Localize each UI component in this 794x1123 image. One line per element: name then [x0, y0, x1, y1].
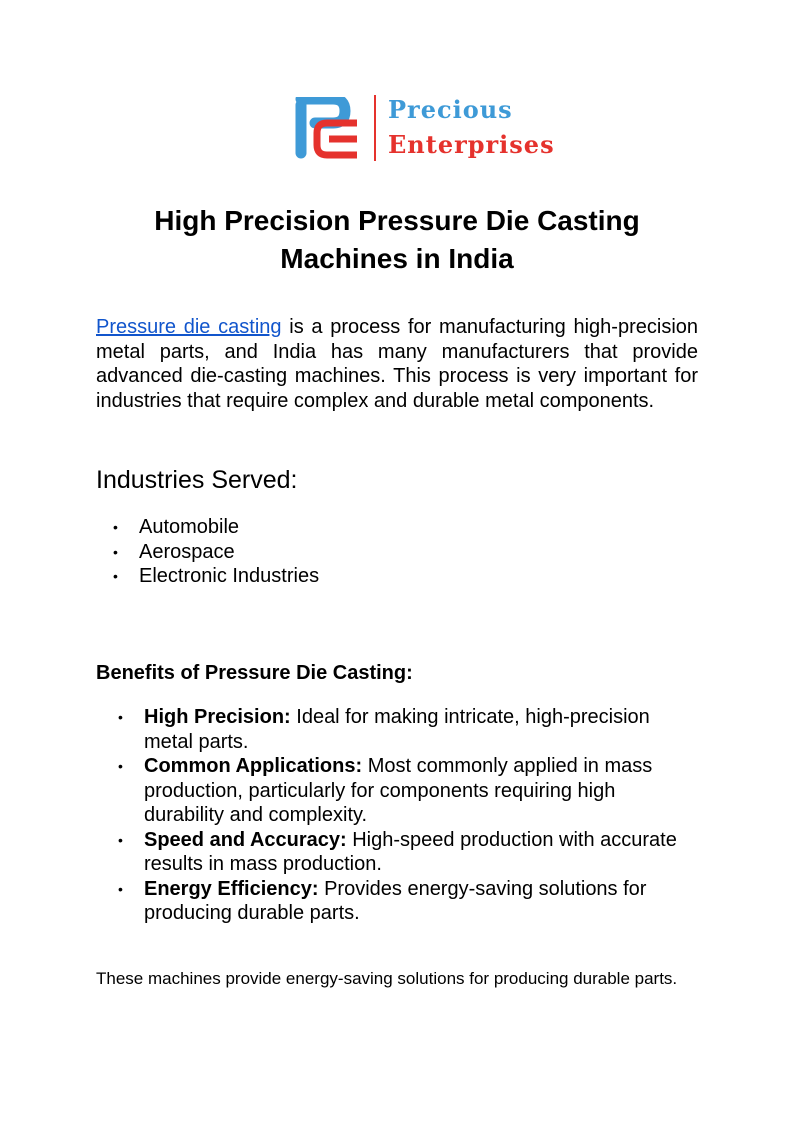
benefit-label: Common Applications: — [144, 755, 363, 777]
closing-paragraph: These machines provide energy-saving solutions for producing durable parts. — [96, 969, 678, 988]
list-item — [96, 828, 696, 877]
list-item — [96, 564, 319, 589]
benefit-text: Most commonly applied in mass production, particularly for components requiring high durability and complexity. — [144, 755, 653, 826]
bullet-icon: • — [118, 880, 123, 897]
pe-logo-mark-icon — [287, 97, 359, 159]
list-item — [96, 515, 319, 540]
logo-divider — [374, 95, 376, 161]
company-logo — [287, 95, 597, 163]
bullet-icon: • — [113, 568, 118, 584]
logo-text-enterprises: Enterprises — [388, 130, 555, 159]
benefit-label: Speed and Accuracy: — [144, 828, 347, 851]
benefit-label: High Precision: — [144, 706, 291, 728]
benefits-list — [96, 705, 696, 926]
list-item — [96, 540, 319, 565]
bullet-icon: • — [113, 543, 118, 560]
bullet-icon: • — [118, 709, 123, 725]
list-item — [96, 754, 696, 828]
industry-label: Electronic Industries — [139, 565, 320, 587]
benefits-heading: Benefits of Pressure Die Casting: — [96, 662, 413, 684]
pressure-die-casting-link[interactable]: Pressure die casting — [96, 316, 282, 338]
benefit-text: Provides energy-saving solutions for producing durable parts. — [144, 877, 647, 924]
list-item — [96, 877, 696, 926]
intro-paragraph — [96, 315, 698, 413]
industry-label: Automobile — [139, 516, 240, 538]
benefit-label: Energy Efficiency: — [144, 877, 319, 900]
intro-text: is a process for manufacturing high-precision metal parts, and India has many manufacturers that provide advanced die-casting machines. This process is very important for industries that require complex and durable metal components. — [96, 316, 699, 412]
bullet-icon: • — [118, 831, 123, 848]
page-title: High Precision Pressure Die Casting Machines in India — [154, 205, 640, 274]
list-item — [96, 705, 696, 754]
industries-heading: Industries Served: — [96, 466, 298, 494]
bullet-icon: • — [118, 758, 123, 774]
industry-label: Aerospace — [139, 540, 235, 563]
bullet-icon: • — [113, 519, 118, 535]
logo-text-precious: Precious — [388, 95, 513, 124]
benefit-text: High-speed production with accurate results in mass production. — [144, 828, 677, 875]
industries-list — [96, 515, 319, 589]
benefit-text: Ideal for making intricate, high-precision metal parts. — [144, 706, 650, 753]
